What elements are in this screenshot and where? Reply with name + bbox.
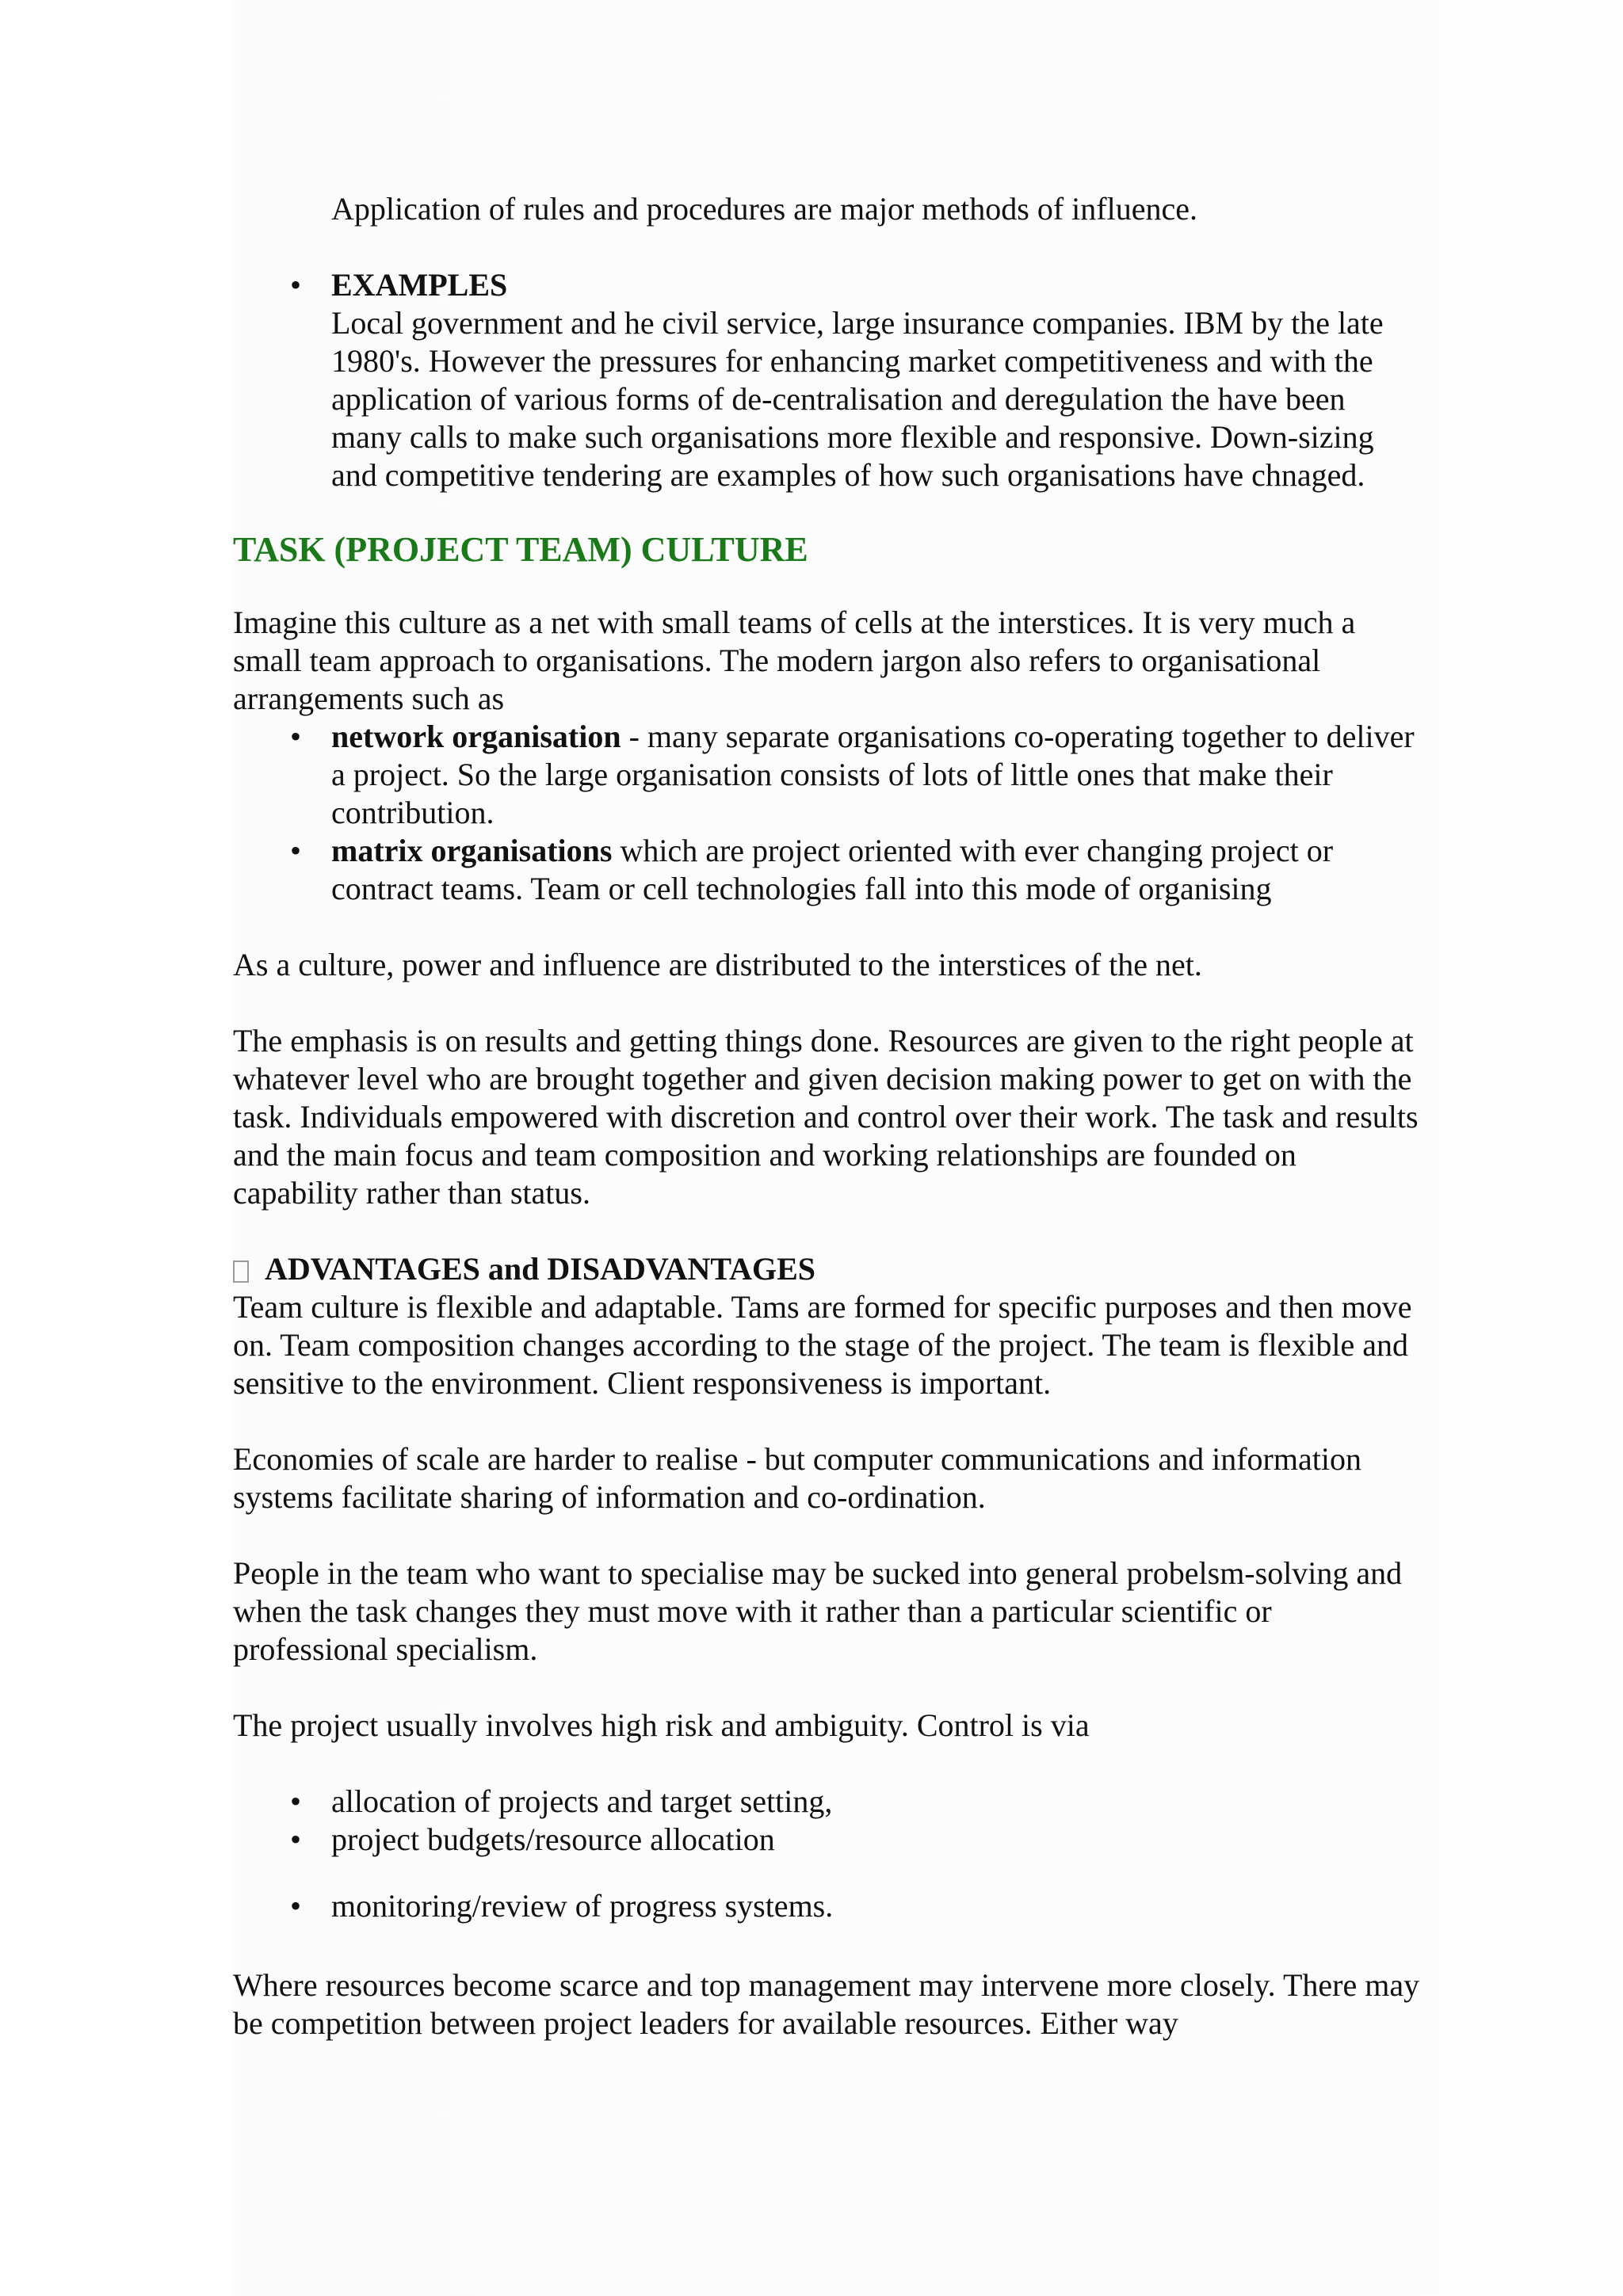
advantages-heading — [233, 1250, 1422, 1288]
emphasis-paragraph: The emphasis is on results and getting things done. Resources are given to the right people at whatever level who are brought together and given decision making power to get on with the task. Individuals empowered with discretion and control over their work. The task and results and the main focus and team composition and working relationships are founded on capability rather than status. — [233, 1023, 1419, 1211]
missing-glyph-icon — [233, 1261, 249, 1283]
document-body — [233, 190, 1422, 2042]
advantages-paragraph-3: People in the team who want to specialise may be sucked into general probelsm-solving and when the task changes they must move with it rather than a particular scientific or professional specialism. — [233, 1555, 1403, 1667]
examples-list — [233, 266, 1422, 494]
examples-body: Local government and he civil service, large insurance companies. IBM by the late 1980's. However the pressures for enhancing market competitiveness and with the application of various forms of de-centralisation and deregulation the have been many calls to make such organisations more flexible and responsive. Down-sizing and competitive tendering are examples of how such organisations have chnaged. — [331, 305, 1384, 493]
power-paragraph: As a culture, power and influence are distributed to the interstices of the net. — [233, 947, 1202, 982]
task-intro-paragraph: Imagine this culture as a net with small teams of cells at the interstices. It is very much a small team approach to organisations. The modern jargon also refers to organisational arrangements such as — [233, 605, 1356, 716]
list-item — [233, 1821, 1422, 1859]
intro-continuation: Application of rules and procedures are major methods of influence. — [331, 191, 1197, 227]
arrangement-term: network organisation — [331, 719, 621, 754]
section-heading: TASK (PROJECT TEAM) CULTURE — [233, 530, 808, 569]
arrangement-text: - many separate organisations co-operating together to deliver a project. So the large organisation consists of lots of little ones that make their contribution. — [331, 719, 1415, 830]
control-list-continued — [233, 1887, 1422, 1925]
list-item — [233, 718, 1422, 832]
bullet-icon: • — [289, 267, 301, 303]
bullet-icon: • — [289, 1783, 301, 1819]
list-item — [233, 832, 1422, 908]
list-item — [233, 1783, 1422, 1821]
bullet-icon: • — [289, 833, 301, 868]
examples-title: EXAMPLES — [331, 267, 508, 303]
control-item-text: monitoring/review of progress systems. — [331, 1888, 834, 1924]
bullet-icon: • — [289, 1821, 301, 1857]
advantages-title: ADVANTAGES and DISADVANTAGES — [265, 1251, 816, 1287]
arrangement-term: matrix organisations — [331, 833, 613, 868]
advantages-paragraph-1: Team culture is flexible and adaptable. Tams are formed for specific purposes and then move on. Team composition changes according to the stage of the project. The team is flexible and sensitive to the environment. Client responsiveness is important. — [233, 1289, 1412, 1401]
closing-paragraph: Where resources become scarce and top management may intervene more closely. There may be competition between project leaders for available resources. Either way — [233, 1967, 1420, 2041]
control-item-text: project budgets/resource allocation — [331, 1821, 775, 1857]
list-item — [233, 1887, 1422, 1925]
arrangements-list — [233, 718, 1422, 908]
examples-item — [233, 266, 1422, 494]
advantages-paragraph-2: Economies of scale are harder to realise - but computer communications and information systems facilitate sharing of information and co-ordination. — [233, 1441, 1361, 1515]
arrangement-text: which are project oriented with ever changing project or contract teams. Team or cell technologies fall into this mode of organising — [331, 833, 1334, 906]
bullet-icon: • — [289, 1888, 301, 1924]
control-list — [233, 1783, 1422, 1859]
control-item-text: allocation of projects and target setting, — [331, 1783, 833, 1819]
advantages-paragraph-4: The project usually involves high risk and ambiguity. Control is via — [233, 1707, 1090, 1743]
bullet-icon: • — [289, 719, 301, 754]
